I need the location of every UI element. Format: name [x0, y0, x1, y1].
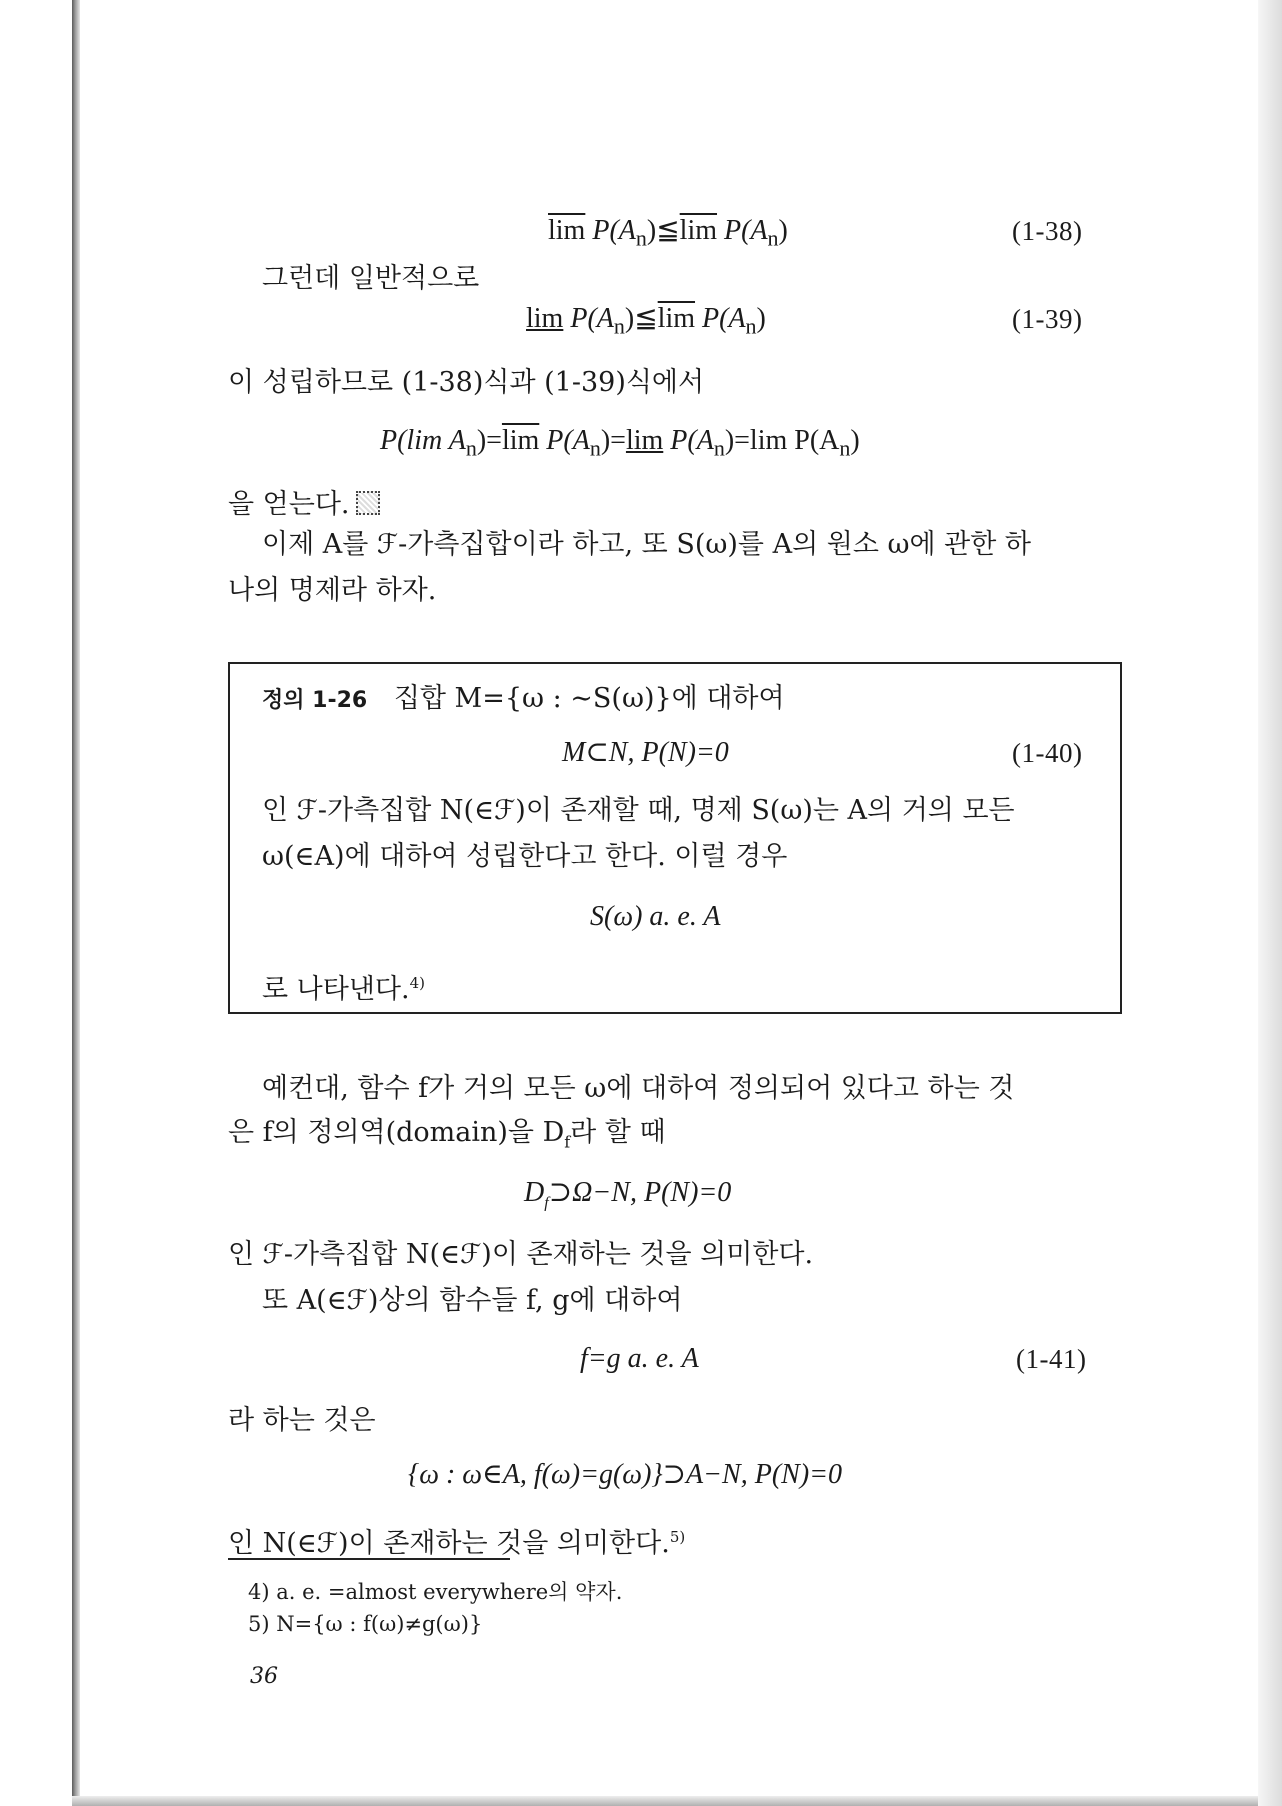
equation-1-39: $\lim P(A_n)≦\overline{lim}$ $P(A_n)$ — [526, 303, 766, 339]
text-obtain: 을 얻는다. — [228, 488, 380, 522]
footnote-rule — [228, 1558, 510, 1560]
definition-title: 정의 1-26 — [262, 688, 368, 713]
footnote-5: 5) N={ω : f(ω)≠g(ω)} — [248, 1612, 483, 1636]
example-line4: 또 A(∈ℱ)상의 함수들 f, g에 대하여 — [262, 1285, 683, 1316]
equation-1-41: f=g a. e. A — [580, 1343, 699, 1374]
equation-number-1-40: (1-40) — [1012, 738, 1083, 768]
footnote-4: 4) a. e. =almost everywhere의 약자. — [248, 1580, 623, 1604]
page-edge-right — [1258, 0, 1282, 1806]
equation-1-40: M⊂N, P(N)=0 — [562, 737, 729, 768]
example-line2: 은 f의 정의역(domain)을 $D_f$라 할 때 — [228, 1117, 666, 1152]
equation-number-1-41: (1-41) — [1016, 1344, 1087, 1374]
text-now-b: 나의 명제라 하자. — [228, 575, 437, 606]
book-spine-shadow — [72, 0, 80, 1806]
footnote-ref-4: 4) — [409, 974, 425, 992]
text-general: 그런데 일반적으로 — [262, 263, 480, 294]
limsup-symbol: $\overline{lim}$ — [501, 425, 540, 456]
definition-line3: ω(∈A)에 대하여 성립한다고 한다. 이럴 경우 — [262, 841, 788, 872]
definition-line1: 집합 M={ω : ∼S(ω)}에 대하여 — [393, 683, 785, 714]
equation-number-1-39: (1-39) — [1012, 304, 1083, 334]
text-now-a: 이제 A를 ℱ-가측집합이라 하고, 또 S(ω)를 A의 원소 ω에 관한 하 — [262, 529, 1031, 560]
example-line5: 라 하는 것은 — [228, 1405, 376, 1436]
liminf-symbol: lim — [625, 425, 664, 456]
equation-number-1-38: (1-38) — [1012, 216, 1083, 246]
page-edge-bottom — [72, 1796, 1258, 1806]
footnote-ref-5: 5) — [669, 1528, 686, 1546]
liminf-symbol: lim — [526, 303, 564, 334]
equation-set: {ω : ω∈A, f(ω)=g(ω)}⊃A−N, P(N)=0 — [408, 1459, 843, 1490]
equation-1-38: $\overline{lim}$ $P(A_n)≦\overline{lim}$ $P(A_n)$ — [548, 215, 788, 251]
equation-sae: S(ω) a. e. A — [590, 901, 721, 932]
equation-limit-equality: P(lim $A_n)=\overline{lim}$ $P(A_n)=\lim$ $P(A_n)=\lim$ $P(A_n)$ — [380, 425, 860, 461]
equation-domain: $D_f⊃\Omega-N$, P(N)=0 — [524, 1177, 732, 1212]
qed-box-icon — [356, 491, 380, 515]
limsup-symbol: $\overline{lim}$ — [657, 303, 696, 334]
limsup-symbol: $\overline{lim}$ — [548, 215, 586, 246]
definition-header — [262, 682, 785, 718]
limsup-symbol: $\overline{lim}$ — [679, 215, 718, 246]
definition-line4: 로 나타낸다.$^{4)}$ — [262, 974, 425, 1005]
text-holds: 이 성립하므로 (1-38)식과 (1-39)식에서 — [228, 367, 705, 398]
example-line6: 인 N(∈ℱ)이 존재하는 것을 의미한다.$^{5)}$ — [228, 1528, 686, 1559]
example-line3: 인 ℱ-가측집합 N(∈ℱ)이 존재하는 것을 의미한다. — [228, 1239, 814, 1270]
example-line1: 예컨대, 함수 f가 거의 모든 ω에 대하여 정의되어 있다고 하는 것 — [262, 1073, 1015, 1104]
page-number: 36 — [250, 1664, 278, 1689]
definition-line2: 인 ℱ-가측집합 N(∈ℱ)이 존재할 때, 명제 S(ω)는 A의 거의 모든 — [262, 795, 1015, 826]
